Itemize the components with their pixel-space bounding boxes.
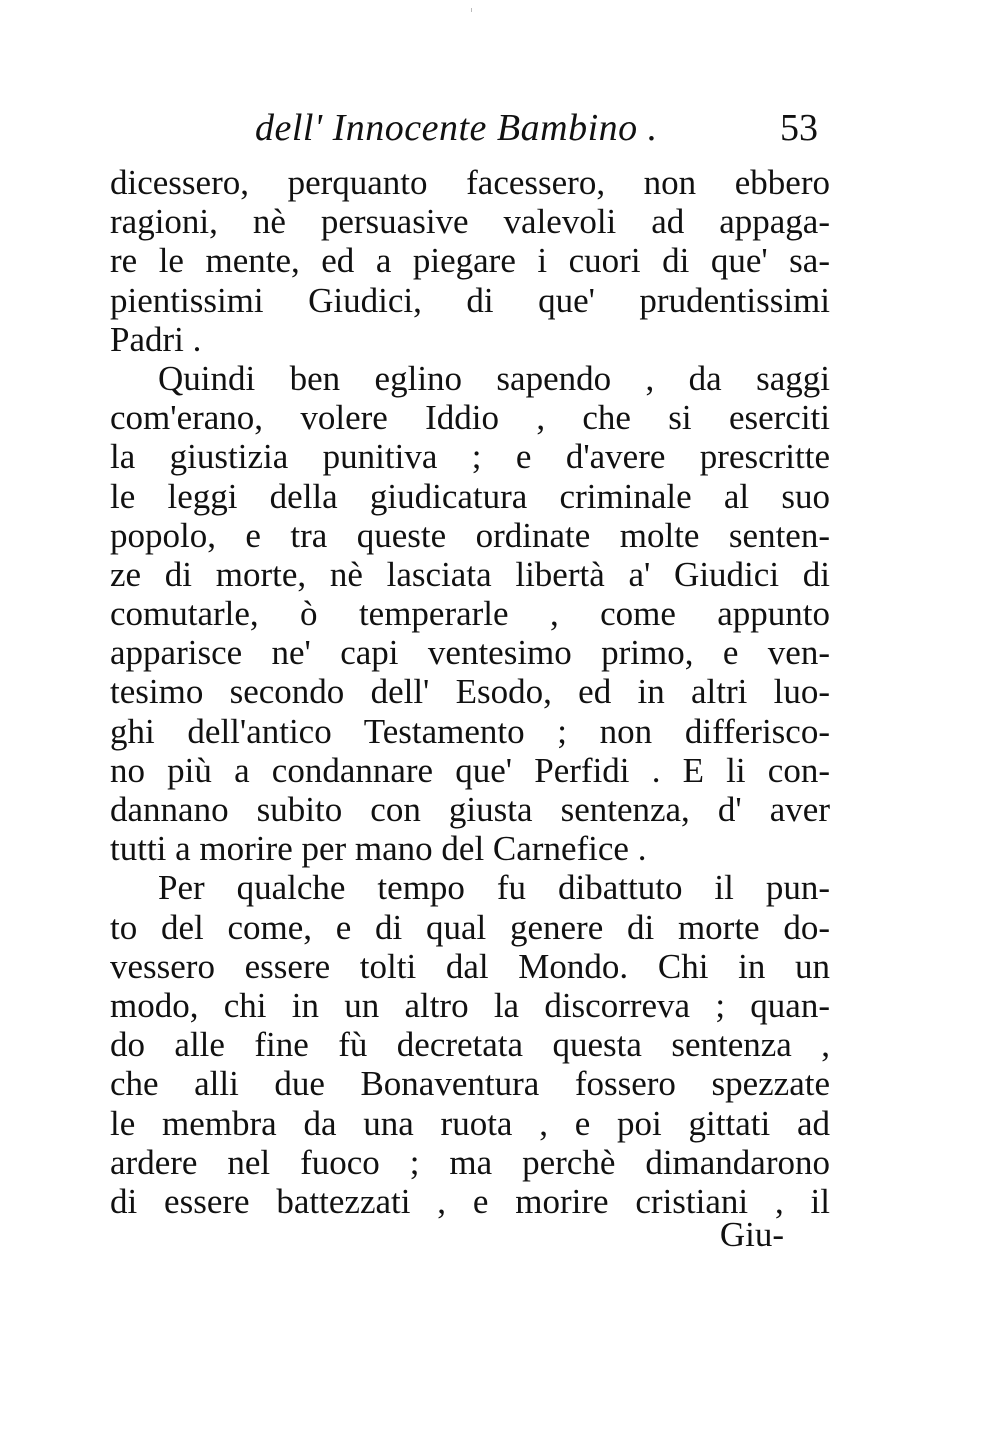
text-line: Padri . <box>110 319 202 359</box>
text-line: che alli due Bonaventura fossero spezzate <box>110 1064 830 1104</box>
text-line: ragioni, nè persuasive valevoli ad appaga- <box>110 202 830 242</box>
text-line: com'erano, volere Iddio , che si eserciti <box>110 398 830 438</box>
text-line: tutti a morire per mano del Carnefice . <box>110 829 647 869</box>
text-line: le membra da una ruota , e poi gittati ad <box>110 1103 830 1143</box>
text-line: ze di morte, nè lasciata libertà a' Giudici di <box>110 554 830 594</box>
paper-speck <box>471 8 472 12</box>
catchword: Giu- <box>719 1215 784 1254</box>
text-line: di essere battezzati , e morire cristiani , il <box>110 1181 830 1221</box>
text-line: dannano subito con giusta sentenza, d' aver <box>110 790 830 829</box>
text-line: ghi dell'antico Testamento ; non differisco- <box>110 711 830 751</box>
text-line: Per qualche tempo fu dibattuto il pun- <box>158 868 830 908</box>
running-head <box>110 98 830 158</box>
text-line: do alle fine fù decretata questa sentenza , <box>110 1025 830 1065</box>
text-line: re le mente, ed a piegare i cuori di que' sa- <box>110 241 830 281</box>
text-line: no più a condannare que' Perfidi . E li con- <box>110 750 830 790</box>
text-line: Quindi ben eglino sapendo , da saggi <box>158 358 830 398</box>
text-line: comutarle, ò temperarle , come appunto <box>110 594 830 634</box>
text-line: to del come, e di qual genere di morte do- <box>110 907 830 947</box>
body-text <box>110 163 830 1221</box>
page-number: 53 <box>780 107 818 149</box>
text-line: apparisce ne' capi ventesimo primo, e ven- <box>110 633 830 673</box>
text-line: dicessero, perquanto facessero, non ebbero <box>110 163 830 202</box>
text-line: ardere nel fuoco ; ma perchè dimandarono <box>110 1142 830 1182</box>
text-line: modo, chi in un altro la discorreva ; quan- <box>110 985 830 1025</box>
text-line: la giustizia punitiva ; e d'avere prescritte <box>110 437 830 477</box>
text-line: vessero essere tolti dal Mondo. Chi in un <box>110 946 830 986</box>
text-line: tesimo secondo dell' Esodo, ed in altri luo- <box>110 672 830 712</box>
text-line: pientissimi Giudici, di que' prudentissimi <box>110 280 830 320</box>
text-line: popolo, e tra queste ordinate molte senten- <box>110 515 830 555</box>
text-line: le leggi della giudicatura criminale al suo <box>110 476 830 516</box>
running-title: dell' Innocente Bambino . <box>255 107 658 149</box>
